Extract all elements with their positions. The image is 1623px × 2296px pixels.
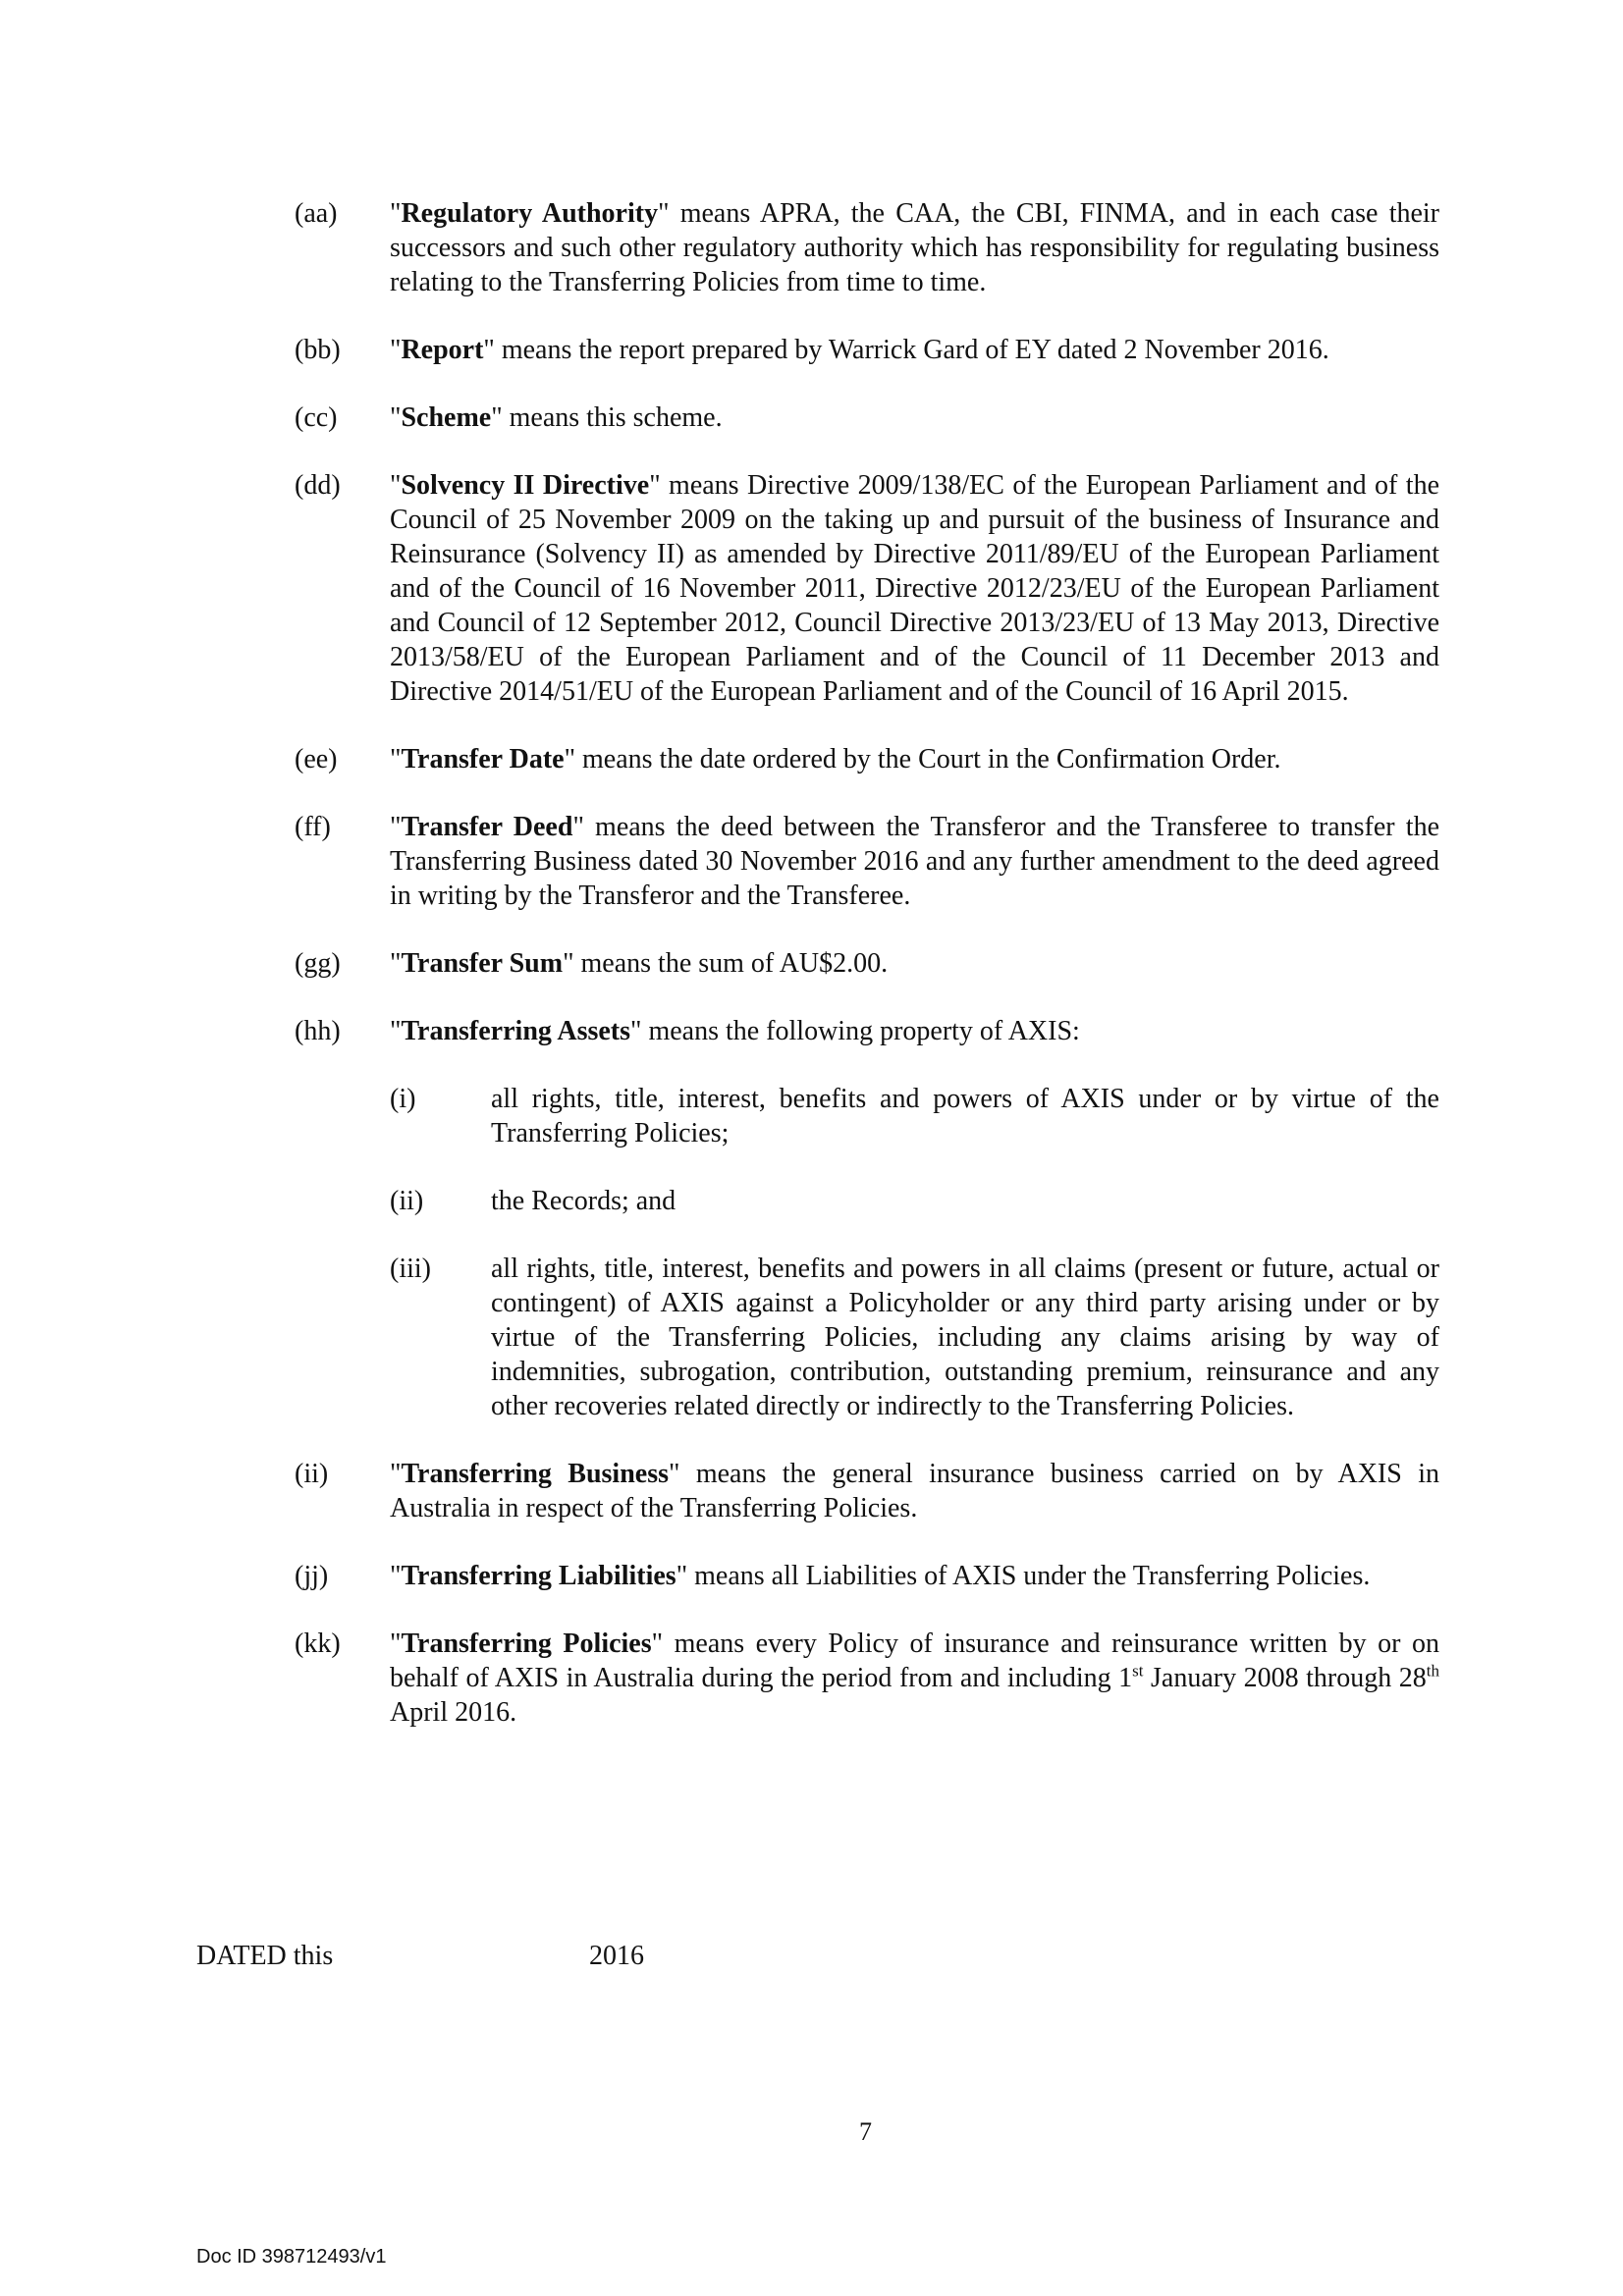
sub-item-number: (iii)	[390, 1254, 431, 1284]
definition-term: Report	[401, 335, 484, 365]
quote-mark: "	[390, 335, 402, 365]
sub-item-text: all rights, title, interest, benefits and powers of AXIS under or by virtue of the Transferring Policies;	[491, 1084, 1439, 1148]
definition-number: (ii)	[295, 1459, 329, 1489]
ordinal-suffix: th	[1426, 1661, 1439, 1681]
definition-cc	[295, 400, 1439, 435]
definition-term: Transferring Policies	[401, 1629, 652, 1659]
document-id: Doc ID 398712493/v1	[196, 2246, 387, 2268]
quote-mark: "	[390, 1459, 402, 1489]
quote-mark: "	[390, 470, 402, 501]
definition-text: " means all Liabilities of AXIS under the Transferring Policies.	[676, 1561, 1371, 1591]
definition-ff	[295, 810, 1439, 913]
page-number: 7	[859, 2117, 872, 2146]
quote-mark: "	[390, 812, 402, 842]
definition-term: Solvency II Directive	[401, 470, 650, 501]
definition-text: " means APRA, the CAA, the CBI, FINMA, and in each case their successors and such other regulatory authority which has responsibility for regulating business relating to the Transferring Policies from time to time.	[390, 198, 1439, 297]
definition-number: (aa)	[295, 198, 338, 229]
definition-number: (jj)	[295, 1561, 329, 1591]
sub-item-iii	[390, 1252, 1439, 1423]
definition-text: " means the following property of AXIS:	[630, 1016, 1080, 1046]
definition-term: Transfer Date	[401, 744, 565, 774]
definition-term: Transferring Liabilities	[401, 1561, 676, 1591]
definition-term: Transferring Assets	[401, 1016, 631, 1046]
definition-number: (hh)	[295, 1016, 341, 1046]
definition-aa	[295, 196, 1439, 299]
definition-text: " means the sum of AU$2.00.	[563, 948, 889, 979]
definition-number: (ee)	[295, 744, 338, 774]
definition-dd	[295, 468, 1439, 709]
definitions-list	[295, 196, 1439, 1763]
definition-kk	[295, 1627, 1439, 1730]
definition-hh	[295, 1014, 1439, 1423]
sub-item-number: (i)	[390, 1084, 416, 1114]
definition-ii	[295, 1457, 1439, 1525]
definition-text: " means the date ordered by the Court in the Confirmation Order.	[564, 744, 1281, 774]
quote-mark: "	[390, 1629, 402, 1659]
quote-mark: "	[390, 198, 402, 229]
sub-item-number: (ii)	[390, 1186, 424, 1216]
definition-jj	[295, 1559, 1439, 1593]
definition-text: " means Directive 2009/138/EC of the European Parliament and of the Council of 25 November 2009 on the taking up and pursuit of the business of Insurance and Reinsurance (Solvency II) as amended by Directive 2011/89/EU of the European Parliament and of the Council of 16 November 2011, Directive 2012/23/EU of the European Parliament and Council of 12 September 2012, Council Directive 2013/23/EU of 13 May 2013, Directive 2013/58/EU of the European Parliament and of the Council of 11 December 2013 and Directive 2014/51/EU of the European Parliament and of the Council of 16 April 2015.	[390, 470, 1439, 707]
quote-mark: "	[390, 948, 402, 979]
definition-term: Transferring Business	[401, 1459, 670, 1489]
definition-text: " means every Policy of insurance and reinsurance written by or on behalf of AXIS in Australia during the period from and including 1	[390, 1629, 1440, 1693]
quote-mark: "	[390, 1561, 402, 1591]
definition-text: " means the report prepared by Warrick Gard of EY dated 2 November 2016.	[483, 335, 1329, 365]
dated-label: DATED this	[196, 1941, 334, 1971]
dated-year: 2016	[589, 1941, 644, 1971]
definition-number: (bb)	[295, 335, 341, 365]
definition-text: April 2016.	[390, 1697, 517, 1728]
quote-mark: "	[390, 1016, 402, 1046]
definition-gg	[295, 946, 1439, 981]
definition-bb	[295, 333, 1439, 367]
definition-term: Transfer Sum	[401, 948, 564, 979]
definition-term: Transfer Deed	[401, 812, 573, 842]
quote-mark: "	[390, 402, 402, 433]
definition-ee	[295, 742, 1439, 776]
definition-number: (kk)	[295, 1629, 341, 1659]
sub-item-text: the Records; and	[491, 1186, 676, 1216]
definition-text: " means this scheme.	[491, 402, 723, 433]
definition-text: " means the general insurance business carried on by AXIS in Australia in respect of the Transferring Policies.	[390, 1459, 1439, 1523]
sub-item-ii	[390, 1184, 1439, 1218]
sub-item-i	[390, 1082, 1439, 1150]
definition-term: Scheme	[401, 402, 492, 433]
ordinal-suffix: st	[1132, 1661, 1144, 1681]
definition-number: (gg)	[295, 948, 341, 979]
definition-number: (ff)	[295, 812, 331, 842]
definition-text: " means the deed between the Transferor and the Transferee to transfer the Transferring Business dated 30 November 2016 and any further amendment to the deed agreed in writing by the Transferor and the Transferee.	[390, 812, 1439, 911]
sub-item-text: all rights, title, interest, benefits and powers in all claims (present or future, actual or contingent) of AXIS against a Policyholder or any third party arising under or by virtue of the Transferring Policies, including any claims arising by way of indemnities, subrogation, contribution, outstanding premium, reinsurance and any other recoveries related directly or indirectly to the Transferring Policies.	[491, 1254, 1439, 1421]
definition-term: Regulatory Authority	[401, 198, 659, 229]
definition-number: (cc)	[295, 402, 338, 433]
definition-number: (dd)	[295, 470, 341, 501]
quote-mark: "	[390, 744, 402, 774]
definition-text: January 2008 through 28	[1143, 1663, 1427, 1693]
